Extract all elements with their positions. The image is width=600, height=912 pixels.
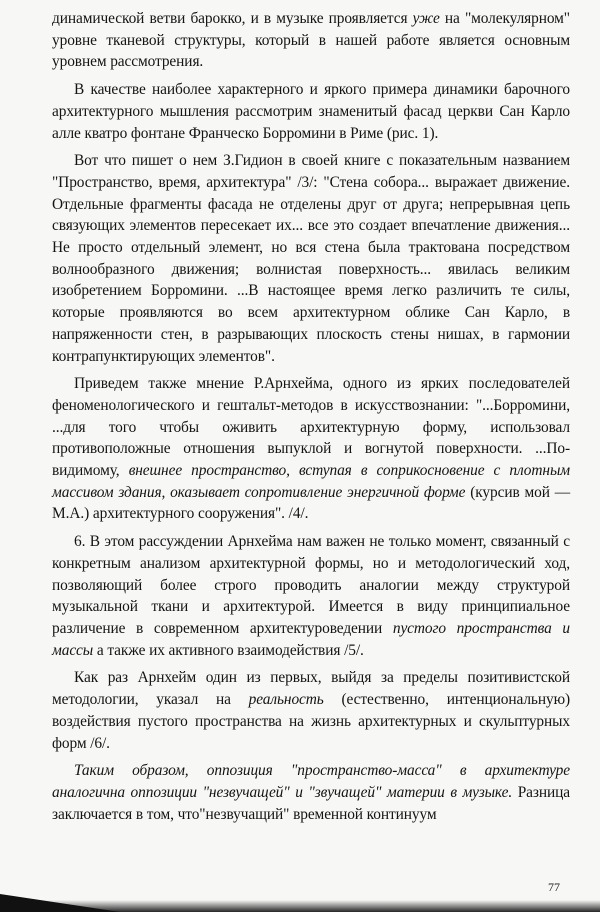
document-body [52, 8, 570, 825]
paragraph-1: динамической ветви барокко, и в музыке проявляется уже на "молекулярном" уровне тканевой структуры, который в нашей работе является основным уровнем рассмотрения. [52, 10, 570, 71]
paragraph-7: Таким образом, оппозиция "пространство-масса" в архитектуре аналогична оппозиции "незвучащей" и "звучащей" материи в музыке. Разница заключается в том, что"незвучащий" временной континуум [52, 762, 571, 823]
paragraph-6: Как раз Арнхейм один из первых, выйдя за пределы позитивистской методологии, указал на реальность (естественно, интенциональную) воздействия пустого пространства на жизнь архитектурных и скульптурных форм /6/. [52, 669, 570, 752]
paragraph-2: В качестве наиболее характерного и яркого примера динамики барочного архитектурного мышления рассмотрим знаменитый фасад церкви Сан Карло алле кватро фонтане Франческо Борромини в Риме (рис. 1). [52, 81, 570, 142]
page-number: 77 [548, 880, 560, 894]
paragraph-3: Вот что пишет о нем З.Гидион в своей книге с показательным названием "Пространство, время, архитектура" /3/: "Стена собора... выражает движение. Отдельные фрагменты фасада не отделены друг от друга; непрерывная цепь связующих элементов пересекает их... все это создает впечатление движения... Не просто отдельный элемент, но вся стена была трактована посредством волнообразного движения; волнистая поверхность... явилась великим изобретением Борромини. ...В настоящее время легко различить те силы, которые проявляются во всем архитектурном облике Сан Карло, в напряженности стен, в разрывающих плоскость стены нишах, в гармонии контрапунктирующих элементов". [52, 152, 570, 365]
paragraph-5: 6. В этом рассуждении Арнхейма нам важен не только момент, связанный с конкретным анализом архитектурной формы, но и методологический ход, позволяющий более строго проводить аналогии между структурой музыкальной ткани и архитектурой. Имеется в виду принципиальное различение в современном архитектуроведении пустого пространства и массы а также их активного взаимодействия /5/. [52, 533, 570, 659]
scan-corner-shadow [0, 894, 120, 912]
paragraph-4: Приведем также мнение Р.Арнхейма, одного из ярких последователей феноменологического и гештальт-методов в искусствознании: "...Борромини, ...для того чтобы оживить архитектурную форму, использовал противоположные отношения выпуклой и вогнутой поверхности. ...По-видимому, внешнее пространство, вступая в соприкосновение с плотным массивом здания, оказывает сопротивление энергичной форме (курсив мой — М.А.) архитектурного сооружения". /4/. [52, 375, 570, 523]
